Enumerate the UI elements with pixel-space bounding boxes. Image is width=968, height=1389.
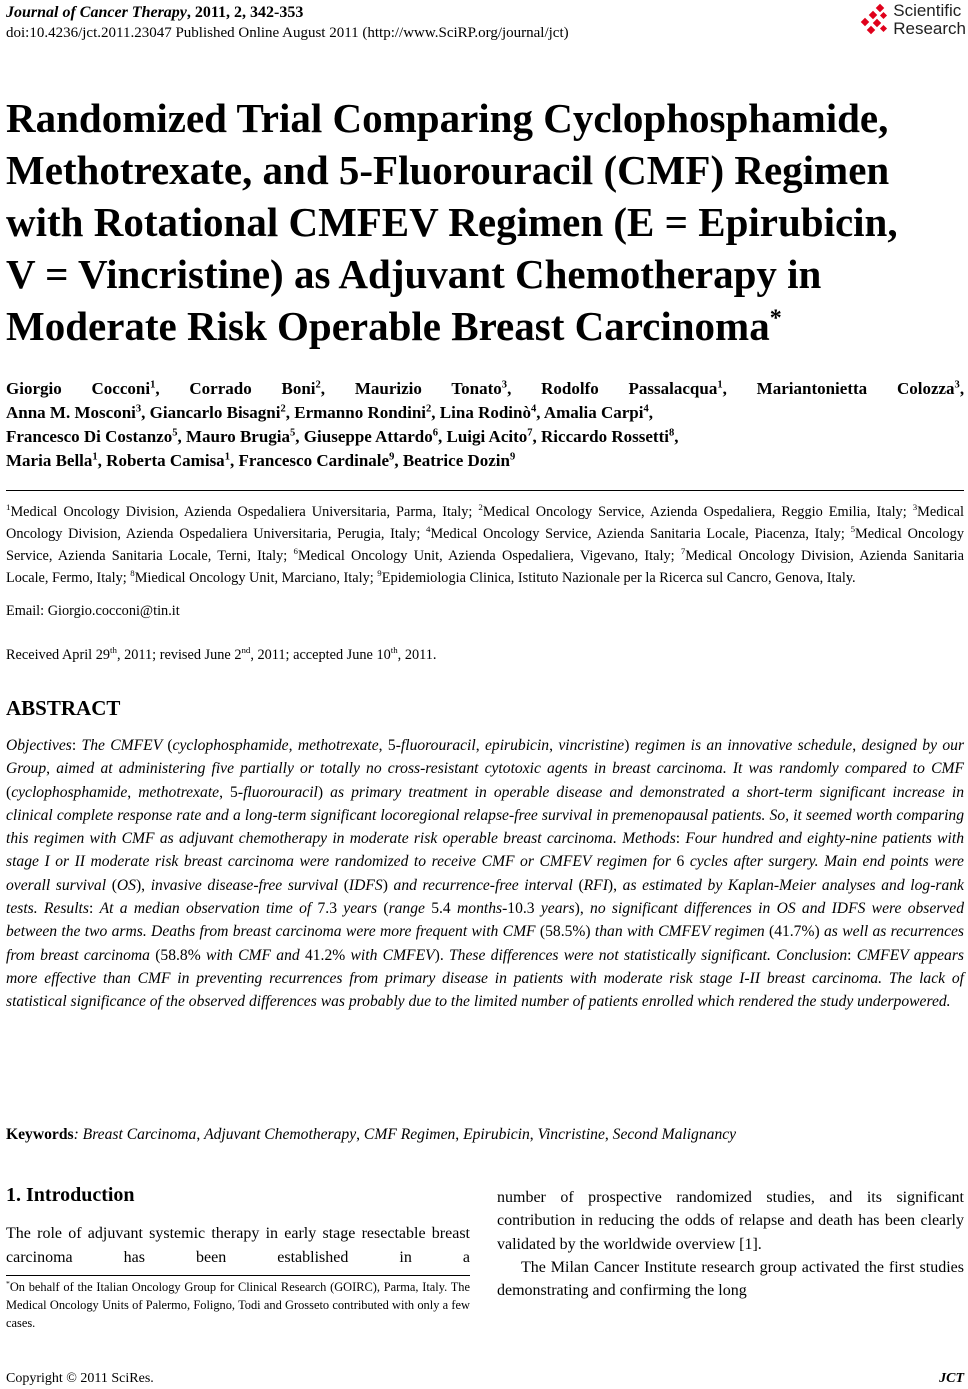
title-line: V = Vincristine) as Adjuvant Chemotherapy in: [6, 251, 822, 297]
abstract-text: :: [71, 737, 82, 754]
author-name: Maurizio Tonato: [354, 379, 502, 398]
affiliation-number: 2: [478, 502, 483, 513]
abstract-text: methotrexate: [138, 783, 220, 801]
abstract-text: months: [457, 900, 503, 918]
logo-text-line1: Scientific: [893, 1, 962, 20]
journal-citation: [6, 4, 303, 22]
author-list: [6, 377, 964, 473]
divider: [6, 490, 964, 491]
abstract-text: ): [317, 783, 331, 801]
intro-right-column: [497, 1186, 964, 1302]
title-line: [6, 300, 966, 352]
author-affiliation-number: 1: [150, 379, 156, 391]
keyword: Breast Carcinoma: [82, 1126, 197, 1143]
abstract-text: ): [624, 737, 635, 754]
affiliation-number: 9: [377, 568, 382, 579]
abstract-text: Objectives: [6, 737, 72, 754]
journal-volume: , 2011, 2, 342-353: [186, 4, 304, 21]
abstract-text: These differences were not statistically significant. Conclusion: [449, 946, 848, 964]
affiliation-number: 6: [293, 546, 298, 557]
affiliations: [6, 501, 964, 589]
abstract-text: than with CMFEV regimen: [594, 923, 769, 941]
author-line: Anna M. Mosconi$^3$, Giancarlo Bisagni$^2$, Ermanno Rondini$^2$, Lina Rodinò$^4$, Amalia Carpi$^4$,: [6, 403, 653, 422]
ordinal-suffix: th: [390, 645, 398, 656]
abstract-text: At a median observation time of: [99, 900, 318, 918]
logo-diamonds-icon: [857, 3, 891, 37]
title-line: Methotrexate, and 5-Fluorouracil (CMF) Regimen: [6, 147, 890, 193]
abstract-text: aimed at administering five partially or totally no cross-resistant cytotoxic agents in breast carcinoma. It was randomly compared to CMF: [56, 760, 964, 778]
author-affiliation-number: 3: [135, 403, 142, 415]
abstract-text: RFI: [583, 876, 608, 894]
title-line: with Rotational CMFEV Regimen (E = Epirubicin,: [6, 199, 898, 245]
abstract-text: (: [167, 737, 173, 754]
footnote-mark: *: [6, 1278, 10, 1288]
abstract-text: regimen is an innovative schedule: [634, 737, 853, 754]
abstract-text: :: [675, 830, 686, 848]
affiliation-text: Medical Oncology Service, Azienda Sanitaria Locale, Terni, Italy;: [6, 526, 964, 564]
author-affiliation-number: 2: [315, 379, 321, 391]
author-name: Mauro Brugia: [185, 427, 291, 446]
abstract-text: as well as recurrences from breast carcinoma: [6, 923, 965, 964]
title-line-text: Moderate Risk Operable Breast Carcinoma: [6, 303, 770, 349]
author-affiliation-number: 1: [224, 451, 230, 463]
abstract-text: CMFEV appears more effective than CMF in preventing recurrences from primary disease in patients with moderate risk stage I-II breast carcinoma. The lack of statistical significance of the observed differences was probably due to the limited number of patients enrolled which rendered the study underpowered.: [6, 946, 964, 1011]
author-name: Giuseppe Attardo: [303, 427, 433, 446]
paragraph: number of prospective randomized studies, and its significant contribution in reducing the odds of relapse and death has been clearly validated by the worldwide overview [1].: [497, 1189, 964, 1253]
author-name: Ermanno Rondini: [294, 403, 427, 422]
paper-title: [6, 92, 966, 352]
abstract-text: as estimated by Kaplan-Meier analyses and log-rank tests. Results: [6, 876, 964, 918]
author-name: Luigi Acito: [446, 427, 528, 446]
keyword: Epirubicin: [463, 1126, 530, 1143]
abstract-text: ).: [434, 946, 449, 964]
author-affiliation-number: 9: [509, 451, 516, 463]
abstract-text: (: [578, 876, 584, 894]
keywords-label: Keywords: [6, 1126, 74, 1143]
abstract-text: ,: [475, 737, 485, 754]
author-name: Giorgio Cocconi: [6, 379, 151, 398]
affiliation-text: Medical Oncology Division, Azienda Ospedaliera Universitaria, Perugia, Italy;: [6, 504, 964, 542]
author-affiliation-number: 4: [530, 403, 537, 415]
affiliation-number: 8: [130, 568, 135, 579]
author-name: Francesco Di Costanzo: [6, 427, 173, 446]
author-affiliation-number: 3: [954, 379, 960, 391]
logo-text-line2: Research: [893, 19, 966, 38]
affiliation-text: Medical Oncology Service, Azienda Ospedaliera, Reggio Emilia, Italy;: [482, 504, 913, 520]
abstract-text: years: [343, 900, 384, 918]
abstract-body: [6, 734, 964, 1014]
author-name: Beatrice Dozin: [402, 451, 510, 470]
author-affiliation-number: 2: [280, 403, 286, 415]
abstract-text: IDFS: [348, 876, 383, 894]
affiliation-number: 3: [912, 502, 918, 513]
abstract-text: range: [388, 900, 432, 918]
affiliation-number: 4: [426, 524, 431, 535]
title-footnote-mark: *: [769, 305, 782, 332]
affiliation-text: Epidemiologia Clinica, Istituto Nazionale per la Ricerca sul Cancro, Genova, Italy.: [381, 570, 856, 586]
author-affiliation-number: 8: [668, 427, 675, 439]
abstract-text: epirubicin: [484, 737, 550, 754]
keyword: Vincristine: [537, 1126, 605, 1143]
abstract-text: , 5-: [378, 737, 401, 754]
author-name: Mariantonietta Colozza: [756, 379, 955, 398]
abstract-text: The CMFEV: [81, 737, 168, 754]
abstract-text: and recurrence-free interval: [393, 876, 579, 894]
abstract-text: 6: [676, 853, 690, 871]
abstract-text: Four hundred and eighty-nine patients with stage I or II moderate risk breast carcinoma were randomized to receive CMF or CMFEV regimen for: [6, 830, 964, 871]
abstract-text: 41.2%: [304, 946, 351, 964]
author-line: Giorgio Cocconi$^1$, Corrado Boni$^2$, Maurizio Tonato$^3$, Rodolfo Passalacqua$^1$, Mariantonietta Colozza$^3$,: [6, 379, 965, 398]
abstract-text: cycles after surgery. Main end points were overall survival: [6, 853, 964, 894]
contact-email: Email: Giorgio.cocconi@tin.it: [6, 603, 180, 619]
affiliation-text: Medical Oncology Unit, Azienda Ospedaliera, Vigevano, Italy;: [297, 548, 681, 564]
abstract-text: ,: [549, 737, 559, 754]
keyword: Adjuvant Chemotherapy: [204, 1126, 357, 1143]
abstract-text: :: [847, 946, 857, 964]
affiliation-text: Miedical Oncology Unit, Marciano, Italy;: [134, 570, 378, 586]
abstract-text: 5.4: [431, 900, 458, 918]
date-text: , 2011; revised June 2: [116, 647, 242, 663]
abstract-text: ,: [852, 737, 862, 754]
author-name: Anna M. Mosconi: [6, 403, 136, 422]
affiliation-text: Medical Oncology Division, Azienda Ospedaliera Universitaria, Parma, Italy;: [10, 504, 479, 520]
abstract-text: (: [383, 900, 389, 918]
paragraph: The Milan Cancer Institute research group activated the first studies demonstrating and confirming the long: [497, 1258, 964, 1300]
affiliation-text: Medical Oncology Service, Azienda Sanitaria Locale, Piacenza, Italy;: [430, 526, 851, 542]
author-affiliation-number: 5: [290, 427, 296, 439]
author-name: Giancarlo Bisagni: [149, 403, 281, 422]
footnote-text: On behalf of the Italian Oncology Group for Clinical Research (GOIRC), Parma, Italy. The Medical Oncology Units of Palermo, Foligno, Todi and Grosseto contributed with only a few cases.: [6, 1280, 470, 1330]
author-name: Francesco Cardinale: [238, 451, 390, 470]
date-text: , 2011.: [397, 647, 437, 663]
abstract-text: ),: [574, 900, 591, 918]
ordinal-suffix: nd: [241, 645, 251, 656]
abstract-text: as primary treatment in operable disease and demonstrated a short-term significant increase in clinical complete response rate and a long-term significant locoregional relapse-free survival in premenopausal patients. So, it seemed worth comparing this regimen with CMF as adjuvant chemotherapy in moderate risk operable breast carcinoma. Methods: [6, 783, 965, 848]
abstract-text: fluorouracil: [243, 783, 318, 801]
copyright: Copyright © 2011 SciRes.: [6, 1371, 154, 1386]
author-name: Corrado Boni: [189, 379, 316, 398]
footnote-divider: [6, 1275, 470, 1276]
abstract-text: , 5-: [219, 783, 244, 801]
affiliation-number: 5: [850, 524, 856, 535]
abstract-text: (41.7%): [769, 923, 824, 941]
abstract-text: ): [382, 876, 394, 894]
author-affiliation-number: 7: [527, 427, 533, 439]
abstract-text: (: [343, 876, 349, 894]
abstract-text: vincristine: [558, 737, 625, 754]
abstract-text: (58.5%): [539, 923, 595, 941]
date-text: , 2011; accepted June 10: [250, 647, 391, 663]
abstract-text: -10.3: [502, 900, 541, 918]
abstract-text: no significant differences in OS and IDFS were observed between the two arms. Deaths from breast carcinoma were more frequent with CMF: [6, 900, 964, 941]
abstract-text: (: [111, 876, 117, 894]
abstract-text: years: [540, 900, 575, 918]
abstract-text: cyclophosphamide, methotrexate: [172, 737, 379, 754]
author-name: Roberta Camisa: [106, 451, 225, 470]
abstract-text: ),: [135, 876, 151, 894]
abstract-text: :: [88, 900, 100, 918]
keywords: Keywords: Breast Carcinoma, Adjuvant Chemotherapy, CMF Regimen, Epirubicin, Vincristine, Second Malignancy: [6, 1126, 737, 1143]
abstract-heading: ABSTRACT: [6, 696, 121, 720]
journal-abbreviation: JCT: [939, 1371, 964, 1386]
abstract-text: designed by our Group: [6, 737, 965, 778]
author-affiliation-number: 5: [172, 427, 178, 439]
abstract-text: ),: [607, 876, 623, 894]
author-name: Maria Bella: [6, 451, 93, 470]
keyword: CMF Regimen: [363, 1126, 456, 1143]
abstract-text: ,: [46, 760, 57, 778]
keyword: Second Malignancy: [612, 1126, 737, 1143]
affiliation-number: 1: [6, 502, 11, 513]
author-name: Lina Rodinò: [439, 403, 531, 422]
author-line: Maria Bella$^1$, Roberta Camisa$^1$, Francesco Cardinale$^9$, Beatrice Dozin$^9$: [6, 451, 516, 470]
author-affiliation-number: 6: [432, 427, 438, 439]
title-line: Randomized Trial Comparing Cyclophosphamide,: [6, 95, 889, 141]
abstract-text: (: [6, 783, 12, 801]
author-name: Riccardo Rossetti: [541, 427, 669, 446]
author-affiliation-number: 9: [389, 451, 395, 463]
author-name: Rodolfo Passalacqua: [541, 379, 718, 398]
author-affiliation-number: 2: [426, 403, 432, 415]
publisher-logo: [857, 2, 966, 38]
abstract-text: OS: [116, 876, 136, 894]
author-affiliation-number: 1: [717, 379, 723, 391]
received-dates: [6, 647, 436, 664]
abstract-text: ,: [127, 783, 139, 801]
author-name: Amalia Carpi: [543, 403, 644, 422]
abstract-text: with CMFEV: [350, 946, 435, 964]
abstract-text: cyclophosphamide: [11, 783, 128, 801]
abstract-text: (58.8%: [155, 946, 206, 964]
affiliation-number: 7: [680, 546, 686, 557]
journal-name: Journal of Cancer Therapy: [6, 4, 187, 21]
footnote: [6, 1278, 470, 1332]
abstract-text: with CMF and: [205, 946, 305, 964]
date-text: Received April 29: [6, 647, 111, 663]
ordinal-suffix: th: [110, 645, 117, 656]
section-heading-introduction: 1. Introduction: [6, 1184, 135, 1206]
doi-line: doi:10.4236/jct.2011.23047 Published Online August 2011 (http://www.SciRP.org/journal/jct): [6, 25, 569, 41]
abstract-text: fluorouracil: [400, 737, 476, 754]
abstract-text: 7.3: [317, 900, 344, 918]
author-line: Francesco Di Costanzo$^5$, Mauro Brugia$^5$, Giuseppe Attardo$^6$, Luigi Acito$^7$, Riccardo Rossetti$^8$,: [6, 427, 679, 446]
intro-left-column: The role of adjuvant systemic therapy in early stage resectable breast carcinoma has been established in a: [6, 1225, 470, 1266]
affiliation-text: Medical Oncology Division, Azienda Sanitaria Locale, Fermo, Italy;: [6, 548, 964, 586]
author-affiliation-number: 4: [643, 403, 649, 415]
author-affiliation-number: 1: [92, 451, 98, 463]
abstract-text: invasive disease-free survival: [150, 876, 344, 894]
author-affiliation-number: 3: [501, 379, 508, 391]
